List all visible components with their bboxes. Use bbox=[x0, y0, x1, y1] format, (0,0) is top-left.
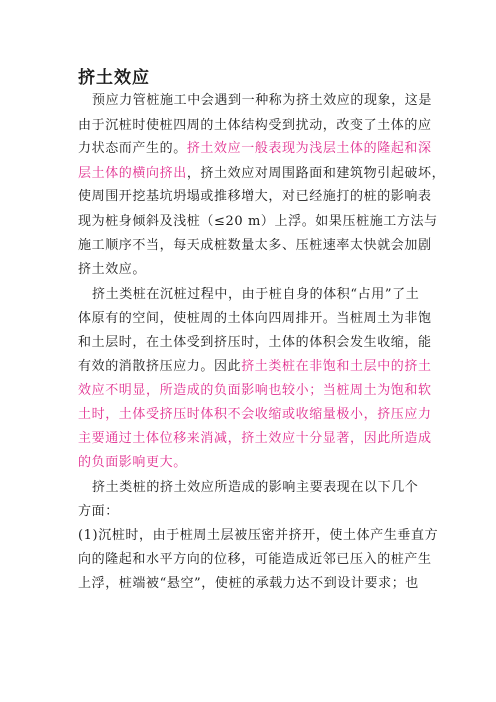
paragraph-line bbox=[78, 405, 432, 425]
highlighted-text: 主要通过土体位移来消减，挤土效应十分显著，因此所造成 bbox=[78, 431, 432, 446]
paragraph-line bbox=[92, 478, 418, 498]
paragraph-line bbox=[78, 212, 438, 232]
text-segment: 体原有的空间，使桩周的土体向四周排开。当桩周土为非饱 bbox=[78, 311, 432, 326]
paragraph-line bbox=[78, 260, 146, 280]
document-title: 挤土效应 bbox=[78, 68, 150, 88]
text-segment: 和土层时，在土体受到挤压时，土体的体积会发生收缩，能 bbox=[78, 335, 432, 350]
highlighted-text: 挤土类桩在非饱和土层中的挤土 bbox=[241, 359, 432, 374]
paragraph-line bbox=[78, 453, 187, 473]
text-segment: 向的隆起和水平方向的位移，可能造成近邻已压入的桩产生 bbox=[78, 552, 432, 567]
highlighted-text: 土时，土体受挤压时体积不会收缩或收缩量极小，挤压应力 bbox=[78, 407, 432, 422]
highlighted-text: 的负面影响更大。 bbox=[78, 455, 187, 470]
paragraph-line bbox=[78, 139, 432, 159]
paragraph-line bbox=[78, 550, 432, 570]
text-segment: (1)沉桩时，由于桩周土层被压密并挤开，使土体产生垂直方 bbox=[78, 528, 439, 543]
paragraph-line bbox=[78, 574, 419, 594]
paragraph-line bbox=[78, 236, 432, 256]
text-segment: 力状态而产生的。 bbox=[78, 141, 187, 156]
paragraph-line bbox=[78, 526, 438, 546]
paragraph-line bbox=[78, 502, 119, 522]
highlighted-text: 挤土效应一般表现为浅层土体的隆起和深 bbox=[186, 141, 432, 156]
paragraph-line bbox=[78, 116, 432, 136]
text-segment: 挤土效应。 bbox=[78, 262, 147, 277]
paragraph-line bbox=[78, 333, 432, 353]
paragraph-line bbox=[92, 91, 432, 111]
paragraph-line bbox=[78, 381, 432, 401]
paragraph-line bbox=[92, 285, 419, 305]
text-segment: 由于沉桩时使桩四周的土体结构受到扰动，改变了土体的应 bbox=[78, 118, 432, 133]
text-segment: 预应力管桩施工中会遇到一种称为挤土效应的现象，这是 bbox=[92, 93, 433, 108]
text-segment: 使周围开挖基坑坍塌或推移增大，对已经施打的桩的影响表 bbox=[78, 189, 432, 204]
text-segment: 有效的消散挤压应力。因此 bbox=[78, 359, 242, 374]
text-segment: 方面： bbox=[78, 504, 119, 519]
text-segment: 现为桩身倾斜及浅桩（≤20 m）上浮。如果压桩施工方法与 bbox=[78, 214, 438, 229]
paragraph-line bbox=[78, 357, 432, 377]
paragraph-line bbox=[78, 309, 432, 329]
paragraph-line bbox=[78, 164, 445, 184]
text-segment: 挤土类桩在沉桩过程中，由于桩自身的体积“占用”了土 bbox=[92, 287, 420, 302]
highlighted-text: 层土体的横向挤出 bbox=[78, 166, 187, 181]
paragraph-line bbox=[78, 187, 432, 207]
text-segment: ，挤土效应对周围路面和建筑物引起破坏， bbox=[186, 166, 446, 181]
highlighted-text: 效应不明显，所造成的负面影响也较小；当桩周土为饱和软 bbox=[78, 383, 432, 398]
paragraph-line bbox=[78, 429, 432, 449]
text-segment: 上浮，桩端被“悬空”，使桩的承载力达不到设计要求；也 bbox=[78, 576, 419, 591]
text-segment: 施工顺序不当，每天成桩数量太多、压桩速率太快就会加剧 bbox=[78, 238, 432, 253]
text-segment: 挤土类桩的挤土效应所造成的影响主要表现在以下几个 bbox=[92, 480, 419, 495]
